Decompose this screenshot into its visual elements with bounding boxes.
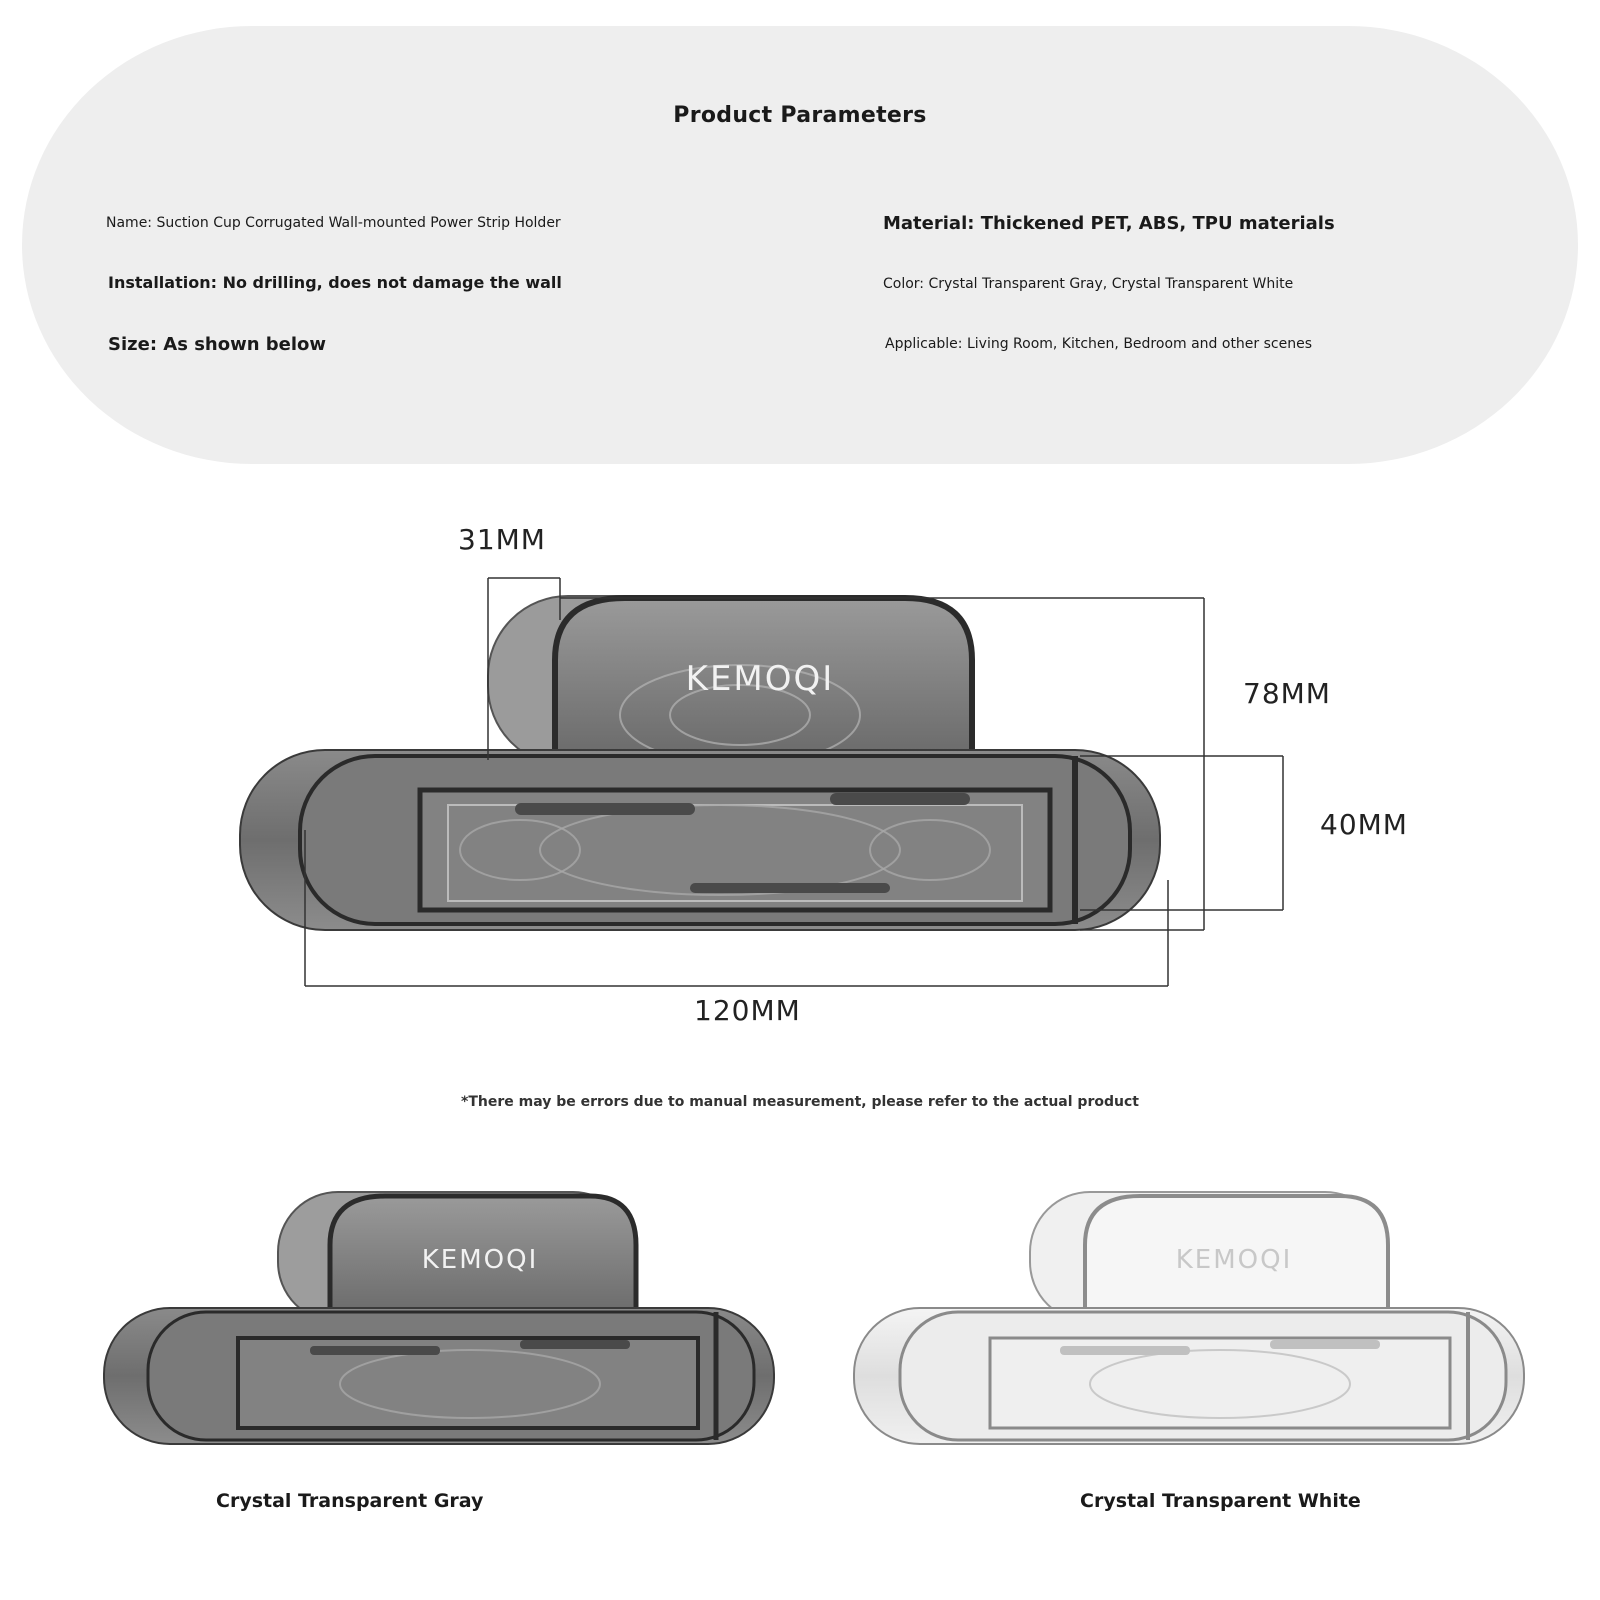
- param-color: Color: Crystal Transparent Gray, Crystal Transparent White: [883, 276, 1294, 292]
- param-material: Material: Thickened PET, ABS, TPU materials: [883, 213, 1335, 234]
- parameters-title: Product Parameters: [673, 103, 927, 128]
- param-size: Size: As shown below: [108, 334, 327, 355]
- param-name: Name: Suction Cup Corrugated Wall-mounted Power Strip Holder: [106, 215, 561, 231]
- caption-white: Crystal Transparent White: [1080, 1490, 1361, 1512]
- param-applicable: Applicable: Living Room, Kitchen, Bedroom and other scenes: [885, 336, 1313, 352]
- dimension-depth: 31MM: [458, 523, 546, 556]
- dimension-body-height: 40MM: [1320, 808, 1408, 841]
- measurement-note: *There may be errors due to manual measurement, please refer to the actual product: [461, 1094, 1139, 1110]
- svg-text:KEMOQI: KEMOQI: [1175, 1245, 1293, 1275]
- brand-logo: KEMOQI: [685, 659, 835, 699]
- white-variant-image: [854, 1192, 1524, 1444]
- variant-images: [0, 1180, 1600, 1480]
- svg-text:KEMOQI: KEMOQI: [421, 1245, 539, 1275]
- dimension-width: 120MM: [694, 994, 801, 1027]
- main-product-image: [240, 596, 1160, 930]
- caption-gray: Crystal Transparent Gray: [216, 1490, 484, 1512]
- param-installation: Installation: No drilling, does not damage the wall: [108, 273, 562, 292]
- gray-variant-image: [104, 1192, 774, 1444]
- dimension-height: 78MM: [1243, 677, 1331, 710]
